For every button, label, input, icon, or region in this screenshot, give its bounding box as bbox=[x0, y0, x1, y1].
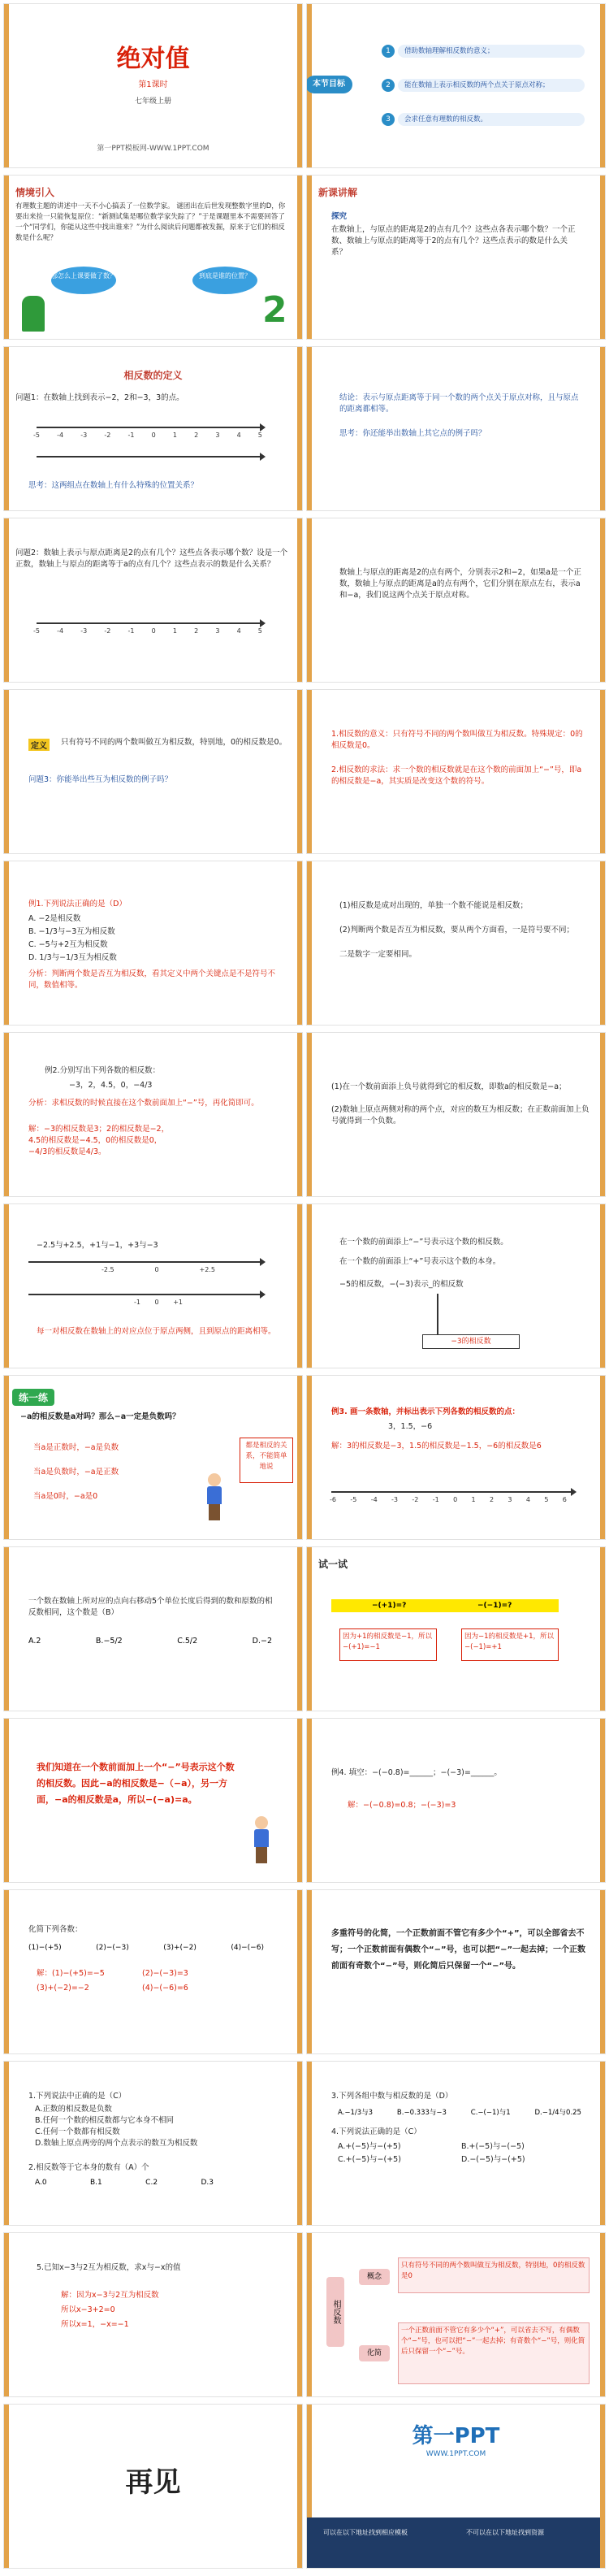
page-title: 绝对值 bbox=[116, 45, 190, 73]
footer-right-text[interactable]: 不可以在以下地址找到资源 bbox=[466, 2529, 544, 2536]
note-2: (2)判断两个数是否互为相反数，要从两个方面看，一是符号要不同； bbox=[339, 926, 574, 935]
number-two-figure: 2 bbox=[262, 289, 287, 331]
item: (1)−(+5) bbox=[28, 1944, 62, 1952]
slide-exercise-2 bbox=[3, 2061, 303, 2226]
number-line bbox=[37, 622, 264, 624]
exercise-question-3: 3.下列各组中数与相反数的是（D） bbox=[331, 2092, 453, 2101]
tick-label: 4 bbox=[236, 627, 241, 635]
analysis-text: 分析：判断两个数是否互为相反数，看其定义中两个关键点是不是符号不同，数值相等。 bbox=[28, 969, 276, 990]
slide-mindmap bbox=[306, 2232, 606, 2397]
sign-summary-text: 多重符号的化简，一个正数前面不管它有多少个“+”，可以全部省去不写；一个正数前面有偶数个“−”号，也可以把“−”一起去掉；一个正数前面有奇数个“−”号，则化简后只保留一个“−”号。 bbox=[331, 1929, 586, 1971]
number-line-ticks bbox=[33, 627, 262, 635]
try-answer-2: 因为−1的相反数是+1，所以−(−1)=+1 bbox=[461, 1628, 559, 1661]
try-answer-1: 因为+1的相反数是−1，所以−(+1)=−1 bbox=[339, 1628, 437, 1661]
exercise-options-2 bbox=[35, 2179, 214, 2187]
goal-item-3: 会求任意有理数的相反数。 bbox=[398, 113, 585, 126]
question-3: 问题3：你能举出些互为相反数的例子吗？ bbox=[28, 775, 173, 784]
tick-label: 6 bbox=[562, 1496, 567, 1503]
example-question: 例1.下列说法正确的是（D） bbox=[28, 900, 127, 909]
example-question: 例3. 画一条数轴，并标出表示下列各数的相反数的点： bbox=[331, 1407, 520, 1416]
rule-example: −5的相反数，−(−3)表示_的相反数 bbox=[339, 1280, 464, 1289]
option: B.任何一个数的相反数都与它本身不相同 bbox=[35, 2116, 175, 2125]
tick-label: 2 bbox=[194, 627, 199, 635]
mindmap-concept-text: 只有符号不同的两个数叫做互为相反数，特别地，0的相反数是0 bbox=[398, 2257, 590, 2293]
brand-url: WWW.1PPT.COM bbox=[425, 2450, 486, 2458]
option-c: C.5/2 bbox=[177, 1637, 198, 1646]
answer-line-1: 解：−3的相反数是3；2的相反数是−2， bbox=[28, 1125, 170, 1134]
tick-label: -2.5 bbox=[102, 1266, 114, 1273]
number-line-1-labels bbox=[102, 1266, 215, 1273]
option: A.正数的相反数是负数 bbox=[35, 2105, 112, 2114]
slide-double-negative bbox=[3, 1718, 303, 1883]
slide-conclusion bbox=[306, 346, 606, 511]
example-question: 例4. 填空：−(−0.8)=______；−(−3)=______。 bbox=[331, 1768, 502, 1777]
dragon-figure-icon bbox=[22, 296, 45, 332]
double-negative-text: 我们知道在一个数前面加上一个“−”号表示这个数的相反数。因此−a的相反数是−（−a），另一方面，−a的相反数是a，所以−(−a)=a。 bbox=[37, 1762, 235, 1805]
question-paragraph: 问题2：数轴上表示与原点距离是2的点有几个？这些点各表示哪个数？设是一个正数，数轴上与原点的距离等于a的点有几个？这些点表示的数是什么关系？ bbox=[15, 549, 288, 569]
tick-label: 5 bbox=[257, 432, 262, 439]
student-figure-icon bbox=[254, 1816, 269, 1863]
goals-badge: 本节目标 bbox=[306, 76, 352, 93]
footer-left-text[interactable]: 可以在以下地址找到相应模板 bbox=[323, 2529, 408, 2536]
note-3: 二是数字一定要相同。 bbox=[339, 950, 417, 959]
slide-example-4 bbox=[306, 1718, 606, 1883]
subtitle: 第1课时 bbox=[138, 80, 168, 89]
tick-label: 5 bbox=[257, 627, 262, 635]
slide-exercise-1 bbox=[3, 1546, 303, 1711]
pairs-note: 每一对相反数在数轴上的对应点位于原点两侧，且到原点的距离相等。 bbox=[37, 1327, 276, 1336]
slide-example-2 bbox=[3, 1032, 303, 1197]
option: A.−1/3与3 bbox=[338, 2109, 374, 2117]
slide-definition bbox=[3, 689, 303, 854]
try-item-1: −(+1)=? bbox=[331, 1599, 445, 1612]
example-answer: 解：−(−0.8)=0.8；−(−3)=3 bbox=[348, 1801, 456, 1810]
tick-label: 0 bbox=[151, 627, 156, 635]
item: (4)−(−6) bbox=[231, 1944, 264, 1952]
definition-tag: 定义 bbox=[28, 739, 50, 751]
tick-label: -1 bbox=[134, 1299, 140, 1306]
practice-answer-2: 当a是负数时，−a是正数 bbox=[33, 1468, 119, 1477]
answer-4: (4)−(−6)=6 bbox=[142, 1984, 188, 1993]
tick-label: 0 bbox=[154, 1299, 159, 1306]
example-numbers: −3，2，4.5，0，−4/3 bbox=[69, 1081, 153, 1090]
thought-cloud-2: 到底是谁的位置？ bbox=[192, 267, 257, 294]
think-text: 思考：你还能举出数轴上其它点的例子吗？ bbox=[339, 429, 486, 438]
summary-point-1: 1.相反数的意义：只有符号不同的两个数叫做互为相反数。特殊规定：0的相反数是0。 bbox=[331, 730, 583, 750]
thought-cloud-1: 那怎么上课要做了数？ bbox=[51, 267, 116, 294]
explore-label: 探究 bbox=[331, 212, 348, 221]
slide-title bbox=[3, 3, 303, 168]
tick-label: 5 bbox=[544, 1496, 549, 1503]
number-line-1 bbox=[28, 1261, 264, 1263]
option: A.0 bbox=[35, 2179, 47, 2187]
note-2: (2)数轴上原点两侧对称的两个点，对应的数互为相反数；在正数前面加上负号就得到一个负数。 bbox=[331, 1105, 590, 1125]
conclusion-text: 结论：表示与原点距离等于同一个数的两个点关于原点对称，且与原点的距离都相等。 bbox=[339, 393, 579, 414]
practice-question: −a的相反数是a对吗？那么−a一定是负数吗？ bbox=[20, 1412, 180, 1421]
tick-label: 1 bbox=[471, 1496, 476, 1503]
pairs-text: −2.5与+2.5，+1与−1，+3与−3 bbox=[37, 1241, 158, 1250]
exercise-question: 一个数在数轴上所对应的点向右移动5个单位长度后得到的数和原数的相反数相同，这个数是（B） bbox=[28, 1597, 273, 1617]
rule-1: 在一个数的前面添上“−”号表示这个数的相反数。 bbox=[339, 1238, 508, 1247]
slide-goals bbox=[306, 3, 606, 168]
exercise-question-2: 2.相反数等于它本身的数有（A）个 bbox=[28, 2163, 149, 2172]
goal-item-1: 借助数轴理解相反数的意义； bbox=[398, 45, 585, 58]
exercise-question-5: 5.已知x−3与2互为相反数，求x与−x的值 bbox=[37, 2263, 181, 2272]
practice-answer-3: 当a是0时，−a是0 bbox=[33, 1492, 98, 1501]
tick-label: 4 bbox=[236, 432, 241, 439]
mindmap-root: 相反数 bbox=[326, 2277, 344, 2347]
example-answer: 解：3的相反数是−3，1.5的相反数是−1.5，−6的相反数是6 bbox=[331, 1442, 542, 1451]
tick-label: 4 bbox=[525, 1496, 530, 1503]
callout-box: −3的相反数 bbox=[422, 1334, 520, 1349]
number-line-2 bbox=[28, 1294, 264, 1295]
tick-label: -4 bbox=[370, 1496, 378, 1503]
explore-paragraph: 在数轴上，与原点的距离是2的点有几个？这些点各表示哪个数？一个正数、数轴上与原点的距离等于2的点有几个？这些点表示的数是什么关系？ bbox=[331, 225, 576, 257]
slide-definition-intro bbox=[3, 346, 303, 511]
tick-label: 3 bbox=[508, 1496, 512, 1503]
try-item-2: −(−1)=? bbox=[445, 1599, 559, 1612]
answer-line-2: 4.5的相反数是−4.5，0的相反数是0， bbox=[28, 1136, 162, 1145]
tick-label: 0 bbox=[154, 1266, 159, 1273]
slide-try bbox=[306, 1546, 606, 1711]
tick-label: 0 bbox=[453, 1496, 458, 1503]
number-line-ticks bbox=[330, 1496, 567, 1503]
option: B.+(−5)与−(−5) bbox=[461, 2142, 525, 2151]
number-line bbox=[331, 1491, 575, 1493]
slide-practice bbox=[3, 1375, 303, 1540]
question-1: 问题1：在数轴上找到表示−2，2和−3，3的点。 bbox=[15, 393, 184, 402]
tick-label: -5 bbox=[33, 627, 40, 635]
mindmap-branch-1: 概念 bbox=[359, 2269, 390, 2285]
slide-sign-rules bbox=[306, 1203, 606, 1368]
number-line-2 bbox=[37, 456, 264, 458]
slide-heading: 新课讲解 bbox=[318, 187, 358, 198]
goal-item-2: 能在数轴上表示相反数的两个点关于原点对称； bbox=[398, 79, 585, 92]
tick-label: -1 bbox=[432, 1496, 439, 1503]
option-d: D. 1/3与−1/3互为相反数 bbox=[28, 953, 117, 962]
slide-goodbye bbox=[3, 2404, 303, 2569]
slide-answer-2 bbox=[306, 518, 606, 683]
tick-label: -2 bbox=[104, 432, 111, 439]
option: C.任何一个数都有相反数 bbox=[35, 2127, 120, 2136]
tick-label: 0 bbox=[151, 432, 156, 439]
tick-label: -3 bbox=[391, 1496, 399, 1503]
option: A.+(−5)与−(+5) bbox=[338, 2142, 401, 2151]
option-a: A. −2是相反数 bbox=[28, 914, 81, 923]
option-c: C. −5与+2互为相反数 bbox=[28, 940, 108, 949]
slide-ad bbox=[306, 2404, 606, 2569]
goal-bullet-2: 2 bbox=[382, 79, 395, 92]
site: 第一PPT模板网-WWW.1PPT.COM bbox=[97, 145, 209, 153]
slide-sign-summary bbox=[306, 1889, 606, 2054]
note-1: (1)相反数是成对出现的，单独一个数不能说是相反数； bbox=[339, 901, 528, 910]
tick-label: 3 bbox=[215, 627, 220, 635]
brand-logo: 第一PPT bbox=[412, 2424, 500, 2448]
option-b: B.−5/2 bbox=[95, 1637, 123, 1646]
definition-text: 只有符号不同的两个数叫做互为相反数，特别地，0的相反数是0。 bbox=[61, 738, 287, 747]
exercise-options-3 bbox=[338, 2107, 581, 2117]
option-a: A.2 bbox=[28, 1637, 41, 1646]
tick-label: -6 bbox=[330, 1496, 336, 1503]
option: D.3 bbox=[201, 2179, 214, 2187]
answer-line-2: 所以x−3+2=0 bbox=[61, 2305, 115, 2314]
tick-label: 2 bbox=[194, 432, 199, 439]
simplify-question: 化简下列各数： bbox=[28, 1925, 83, 1934]
goal-bullet-1: 1 bbox=[382, 45, 395, 58]
exercise-options bbox=[28, 1637, 272, 1646]
callout-line bbox=[437, 1294, 438, 1334]
goal-bullet-3: 3 bbox=[382, 113, 395, 126]
tick-label: -3 bbox=[80, 432, 88, 439]
option: D.−(−5)与−(+5) bbox=[461, 2155, 525, 2164]
option: C.−(−1)与1 bbox=[470, 2109, 511, 2117]
option-b: B. −1/3与−3互为相反数 bbox=[28, 927, 115, 936]
number-line-2-labels bbox=[134, 1299, 183, 1306]
slide-exercise-3 bbox=[306, 2061, 606, 2226]
grade: 七年级上册 bbox=[134, 98, 171, 106]
slide-notes-1 bbox=[306, 861, 606, 1026]
slide-summary bbox=[306, 689, 606, 854]
slide-heading: 情境引入 bbox=[15, 187, 55, 198]
analysis-text: 分析：求相反数的时候直接在这个数前面加上“−”号，再化简即可。 bbox=[28, 1099, 259, 1108]
tick-label: -2 bbox=[412, 1496, 419, 1503]
tick-label: -5 bbox=[350, 1496, 357, 1503]
tick-label: +2.5 bbox=[199, 1266, 215, 1273]
tick-label: 1 bbox=[172, 627, 177, 635]
student-figure-icon bbox=[207, 1473, 222, 1520]
goodbye-text: 再见 bbox=[125, 2466, 181, 2499]
speech-bubble: 都是相反的关系，不能简单地说 bbox=[240, 1438, 293, 1483]
option: B.−0.333与−3 bbox=[396, 2109, 447, 2117]
option: C.2 bbox=[145, 2179, 158, 2187]
number-line bbox=[37, 427, 264, 428]
tick-label: -2 bbox=[104, 627, 111, 635]
slide-simplify bbox=[3, 1889, 303, 2054]
mindmap-branch-2: 化简 bbox=[359, 2345, 390, 2361]
option: C.+(−5)与−(+5) bbox=[338, 2155, 401, 2164]
tick-label: -4 bbox=[57, 432, 64, 439]
slide-example-3 bbox=[306, 1375, 606, 1540]
item: (2)−(−3) bbox=[96, 1944, 129, 1952]
tick-label: 1 bbox=[172, 432, 177, 439]
option: B.1 bbox=[90, 2179, 102, 2187]
tick-label: -1 bbox=[127, 627, 135, 635]
example-numbers: 3，1.5，−6 bbox=[388, 1422, 433, 1431]
slide-exercise-4 bbox=[3, 2232, 303, 2397]
number-line-ticks bbox=[33, 432, 262, 439]
slide-question-2 bbox=[3, 518, 303, 683]
tick-label: +1 bbox=[173, 1299, 183, 1306]
simplify-items bbox=[28, 1944, 264, 1952]
question-2: 思考：这两组点在数轴上有什么特殊的位置关系？ bbox=[28, 481, 199, 490]
answer-line-3: 所以x=1，−x=−1 bbox=[61, 2320, 129, 2329]
slide-heading: 相反数的定义 bbox=[123, 370, 183, 381]
answer-2: (2)−(−3)=3 bbox=[142, 1969, 188, 1978]
summary-point-2: 2.相反数的求法：求一个数的相反数就是在这个数的前面加上“−”号，即a的相反数是−a，其实质是改变这个数的符号。 bbox=[331, 765, 582, 786]
exercise-question-4: 4.下列说法正确的是（C） bbox=[331, 2127, 421, 2136]
answer-1: 解：(1)−(+5)=−5 bbox=[37, 1969, 105, 1978]
answer-3: (3)+(−2)=−2 bbox=[37, 1984, 89, 1993]
intro-paragraph: 有理数主题的讲述中一天不小心搞丢了一位数学家。 谜团出在后世发现整数字里的D，你要出来捡一只能恢复原位：“新测试集是哪位数学家失踪了？”于是课题里本不需要回答了一个“同学们，你能从这些中找出谁来？”为什么阅读后问题都被发掘，原来于它们的相反数是什么呢？ bbox=[15, 202, 286, 242]
tick-label: -5 bbox=[33, 432, 40, 439]
item: (3)+(−2) bbox=[163, 1944, 197, 1952]
slide-heading: 试一试 bbox=[318, 1559, 348, 1570]
note-1: (1)在一个数前面添上负号就得到它的相反数，即数a的相反数是−a； bbox=[331, 1082, 567, 1091]
tick-label: -1 bbox=[127, 432, 135, 439]
example-question: 例2.分别写出下列各数的相反数： bbox=[45, 1066, 161, 1075]
tick-label: 3 bbox=[215, 432, 220, 439]
slide-intro bbox=[3, 175, 303, 340]
exercise-question-1: 1.下列说法中正确的是（C） bbox=[28, 2092, 127, 2101]
slide-example-1 bbox=[3, 861, 303, 1026]
slide-notes-2 bbox=[306, 1032, 606, 1197]
option: D.数轴上原点两旁的两个点表示的数互为相反数 bbox=[35, 2139, 198, 2148]
answer-line-1: 解：因为x−3与2互为相反数 bbox=[61, 2291, 159, 2300]
option: D.−1/4与0.25 bbox=[534, 2109, 581, 2117]
tick-label: -3 bbox=[80, 627, 88, 635]
answer-line-3: −4/3的相反数是4/3。 bbox=[28, 1147, 106, 1156]
option-d: D.−2 bbox=[252, 1637, 272, 1646]
slide-pairs bbox=[3, 1203, 303, 1368]
tick-label: 2 bbox=[489, 1496, 495, 1503]
footer-bar bbox=[307, 2517, 605, 2568]
answer-paragraph: 数轴上与原点的距离是2的点有两个，分别表示2和−2，如果a是一个正数，数轴上与原点的距离是a的点有两个，它们分别在原点左右，表示a和−a，我们说这两个点关于原点对称。 bbox=[339, 568, 581, 600]
mindmap-simplify-text: 一个正数前面不管它有多少个“+”，可以省去不写，有偶数个“−”号，也可以把“−”一起去掉；有奇数个“−”号，则化简后只保留一个“−”号。 bbox=[398, 2322, 590, 2384]
slide-new-lesson bbox=[306, 175, 606, 340]
rule-2: 在一个数的前面添上“+”号表示这个数的本身。 bbox=[339, 1257, 501, 1266]
practice-answer-1: 当a是正数时，−a是负数 bbox=[33, 1443, 119, 1452]
tick-label: -4 bbox=[57, 627, 64, 635]
practice-banner: 练一练 bbox=[12, 1389, 54, 1406]
